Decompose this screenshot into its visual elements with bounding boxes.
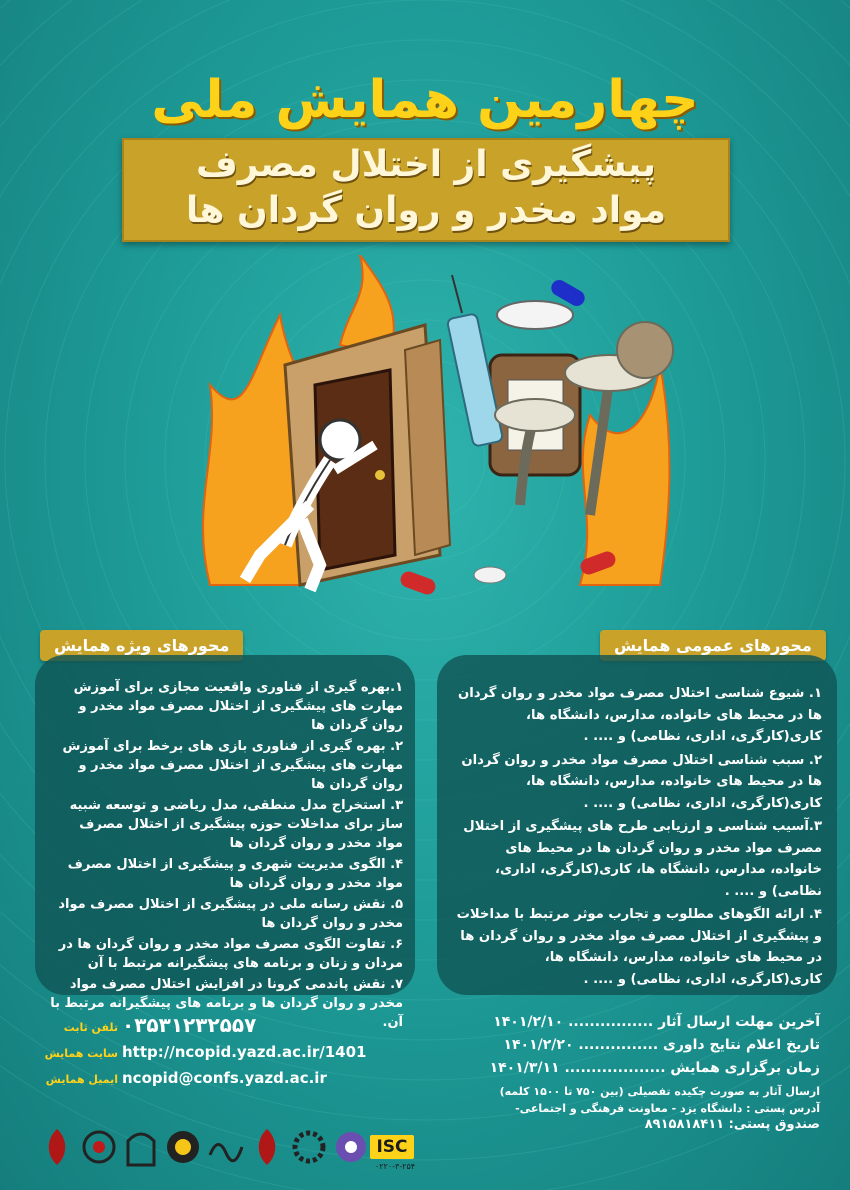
submission-note: ارسال آثار به صورت چکیده تفصیلی (بین ۷۵۰ تا ۱۵۰۰ کلمه)	[499, 1085, 820, 1098]
list-item: ۴. ارائه الگوهای مطلوب و تجارب موثر مرتبط با مداخلات و پیشگیری از اختلال مصرف مواد مخدر و روان گردان ها در محیط های خانواده، مدارس، دانشگاه ها، کاری(کارگری، اداری، نظامی) و .... .	[456, 907, 822, 987]
sponsor-logos	[38, 1125, 418, 1177]
list-item: ۳. استخراج مدل منطقی، مدل ریاضی و توسعه شبیه ساز برای مداخلات حوزه پیشگیری از اختلال مصرف مواد مخدر و روان گردان ها	[69, 798, 403, 851]
banner-line-1: پیشگیری از اختلال مصرف	[195, 144, 657, 185]
list-item: ۳.آسیب شناسی و ارزیابی طرح های پیشگیری از اختلال مصرف مواد مخدر و روان گردان ها در محیط های خانواده، مدارس، دانشگاه ها، کاری(کارگری، اداری، نظامی) و .... .	[463, 819, 822, 899]
list-item: ۱.بهره گیری از فناوری واقعیت مجازی برای آموزش مهارت های پیشگیری از اختلال مصرف مواد مخدر و روان گردان ها	[73, 680, 403, 733]
phone-label: تلفن ثابت	[63, 1021, 118, 1034]
banner-line-2: مواد مخدر و روان گردان ها	[186, 190, 666, 231]
po-box: صندوق پستی: ۸۹۱۵۸۱۸۴۱۱	[644, 1117, 820, 1132]
event-date: زمان برگزاری همایش ................... ۱۴۰۱/۳/۱۱	[489, 1060, 820, 1076]
site-link[interactable]: http://ncopid.yazd.ac.ir/1401	[122, 1043, 367, 1061]
contact-info	[40, 1015, 420, 1093]
email-link[interactable]: ncopid@confs.yazd.ac.ir	[122, 1069, 327, 1087]
list-item: ۵. نقش رسانه ملی در پیشگیری از اختلال مصرف مواد مخدر و روان گردان ها	[58, 897, 403, 931]
arch-logo-icon	[122, 1125, 160, 1169]
seal-logo-icon	[164, 1125, 202, 1169]
email-row	[40, 1067, 420, 1093]
list-item: ۶. تفاوت الگوی مصرف مواد مخدر و روان گردان ها در مردان و زنان و برنامه های پیشگیرانه مرتبط با آن	[58, 937, 403, 971]
important-dates	[450, 1014, 820, 1132]
title-banner	[122, 138, 730, 242]
special-axes-list	[48, 678, 403, 1034]
phone-row	[40, 1015, 420, 1041]
gear-logo-icon	[290, 1125, 328, 1169]
calligraphy-logo-icon	[206, 1125, 244, 1169]
site-row	[40, 1041, 420, 1067]
site-label: سایت همایش	[44, 1047, 118, 1060]
review-results-date: تاریخ اعلام نتایج داوری ............... ۱۴۰۱/۲/۲۰	[503, 1037, 820, 1053]
special-axes-heading: محورهای ویژه همایش	[40, 630, 243, 661]
conference-title: چهارمین همایش ملی	[151, 70, 699, 130]
poster-illustration	[190, 255, 680, 615]
list-item: ۲. بهره گیری از فناوری بازی های برخط برای آموزش مهارت های پیشگیری از اختلال مصرف مواد مخدر و روان گردان ها	[62, 739, 403, 792]
isc-badge: ISC	[370, 1135, 414, 1159]
general-axes-heading: محورهای عمومی همایش	[600, 630, 826, 661]
emblem-logo-icon	[38, 1125, 76, 1169]
emblem-logo-2-icon	[248, 1125, 286, 1169]
list-item: ۱. شیوع شناسی اختلال مصرف مواد مخدر و روان گردان ها در محیط های خانواده، مدارس، دانشگاه ها، کاری(کارگری، اداری، نظامی) و .... .	[458, 686, 822, 744]
medicine-jar	[490, 301, 580, 475]
crest-logo-icon	[80, 1125, 118, 1169]
list-item: ۲. سبب شناسی اختلال مصرف مواد مخدر و روان گردان ها در محیط های خانواده، مدارس، دانشگاه ها، کاری(کارگری، اداری، نظامی) و .... .	[461, 752, 822, 811]
general-axes-list	[452, 683, 822, 992]
isc-code: ۰۲۲۰-۳-۲۵۴	[374, 1162, 416, 1171]
flower-logo-icon	[332, 1125, 370, 1169]
postal-address: آدرس پستی : دانشگاه یزد - معاونت فرهنگی و اجتماعی-	[515, 1102, 820, 1115]
email-label: ایمیل همایش	[45, 1073, 118, 1086]
phone-value: ۰۳۵۳۱۲۳۲۵۵۷	[122, 1013, 257, 1037]
list-item: ۴. الگوی مدیریت شهری و پیشگیری از اختلال مصرف مواد مخدر و روان گردان ها	[67, 857, 403, 891]
list-item: ۷. نقش پاندمی کرونا در افزایش اختلال مصرف مواد مخدر و روان گردان ها و برنامه های پیشگیرانه مرتبط با آن.	[50, 977, 403, 1030]
submission-deadline: آخرین مهلت ارسال آثار ................ ۱۴۰۱/۲/۱۰	[493, 1014, 820, 1030]
